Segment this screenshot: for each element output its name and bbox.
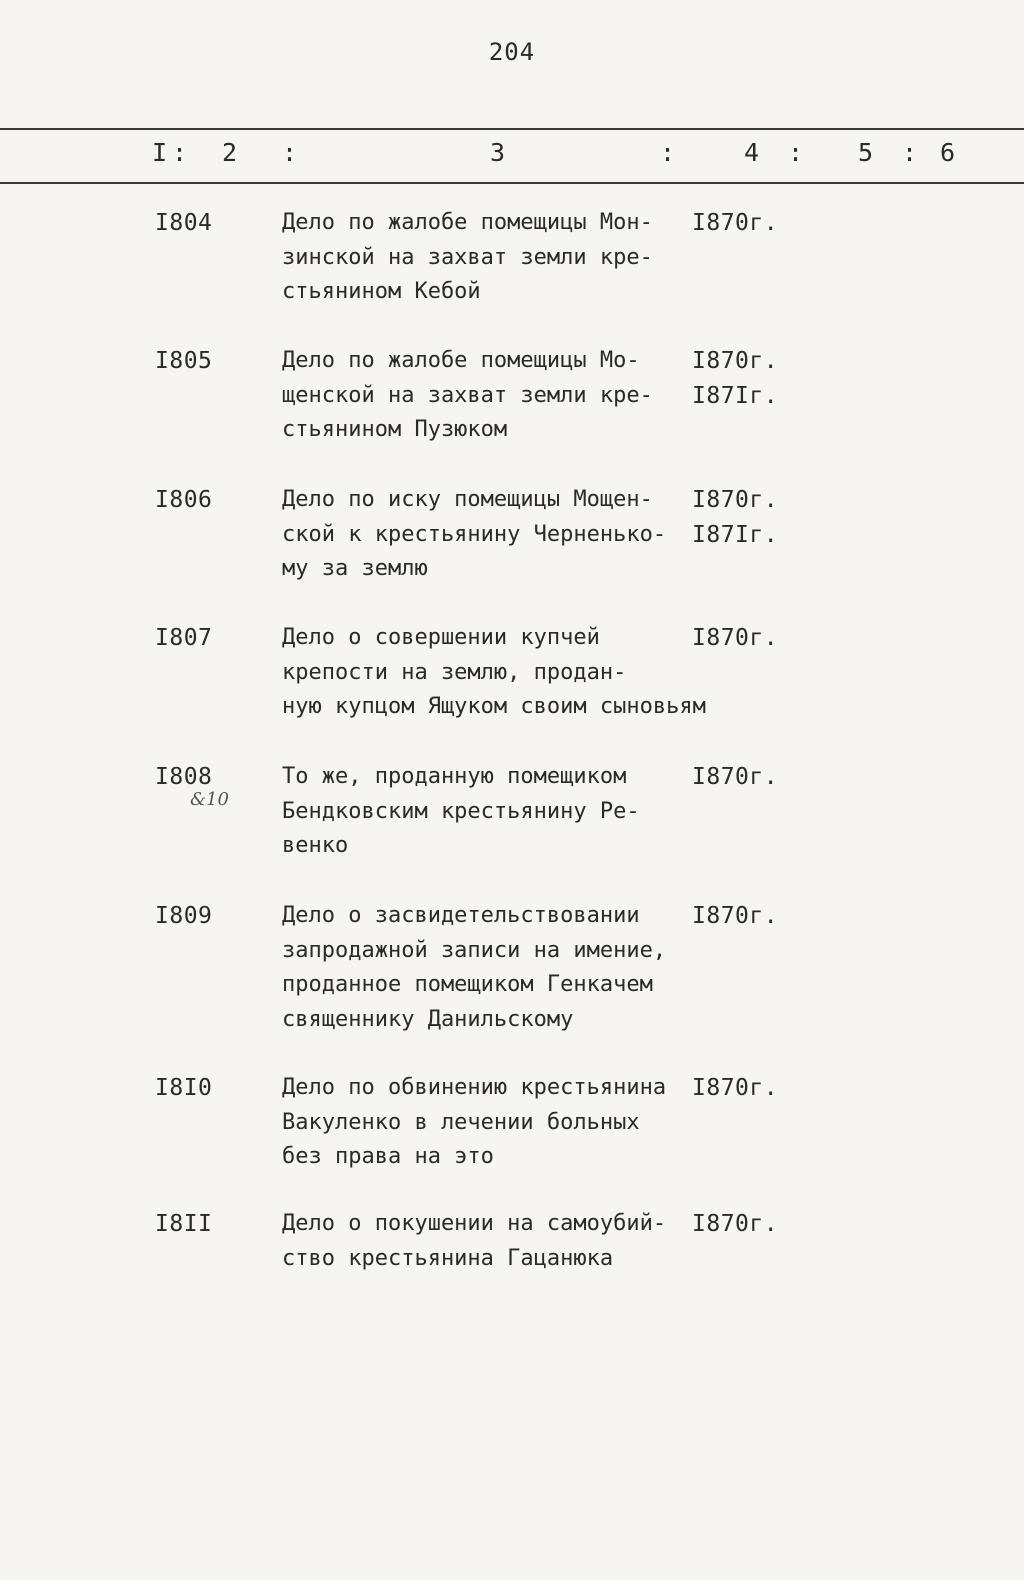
entry-number: I8II [155,1211,213,1237]
column-separator: : [172,138,188,167]
entry-title: Дело по жалобе помещицы Мо- щенской на захват земли кре- стьянином Пузюком [282,348,653,442]
entry-title: Дело по иску помещицы Мощен- ской к крестьянину Черненько- му за землю [282,487,667,581]
entry-title: Дело по обвинению крестьянина Вакуленко в лечении больных без права на это [282,1075,667,1169]
entry-title: Дело о совершении купчей крепости на землю, продан- ную купцом Ящуком своим сыновьям [282,625,706,719]
column-header-2: 2 [222,138,238,167]
entry-number: I806 [155,487,213,513]
entry-number: I807 [155,625,213,651]
column-header-6: 6 [940,138,956,167]
entry-dates: I870г. [692,1211,779,1237]
entry-dates: I870г. I87Iг. [692,348,779,409]
entry-dates: I870г. [692,764,779,790]
header-bottom-rule [0,182,1024,184]
header-top-rule [0,128,1024,130]
column-header-3: 3 [490,138,506,167]
column-header-1: I [152,138,168,167]
page-number: 204 [488,38,536,66]
entry-number: I804 [155,210,213,236]
entry-number: I8I0 [155,1075,213,1101]
column-separator: : [788,138,804,167]
column-separator: : [282,138,298,167]
entry-title: Дело по жалобе помещицы Мон- зинской на захват земли кре- стьянином Кебой [282,210,653,304]
entry-title: Дело о засвидетельствовании запродажной записи на имение, проданное помещиком Генкачем священнику Данильскому [282,903,667,1032]
entry-title: Дело о покушении на самоубий- ство крестьянина Гацанюка [282,1211,667,1271]
entry-title: То же, проданную помещиком Бендковским крестьянину Ре- венко [282,764,640,858]
entry-number: I809 [155,903,213,929]
entry-dates: I870г. [692,903,779,929]
entry-dates: I870г. [692,210,779,236]
entry-number: I808 [155,764,213,790]
column-separator: : [902,138,918,167]
handwritten-note: &10 [190,789,229,810]
column-header-4: 4 [744,138,760,167]
entry-dates: I870г. [692,625,779,651]
column-separator: : [660,138,676,167]
column-header-5: 5 [858,138,874,167]
entry-dates: I870г. I87Iг. [692,487,779,548]
entry-dates: I870г. [692,1075,779,1101]
entry-number: I805 [155,348,213,374]
